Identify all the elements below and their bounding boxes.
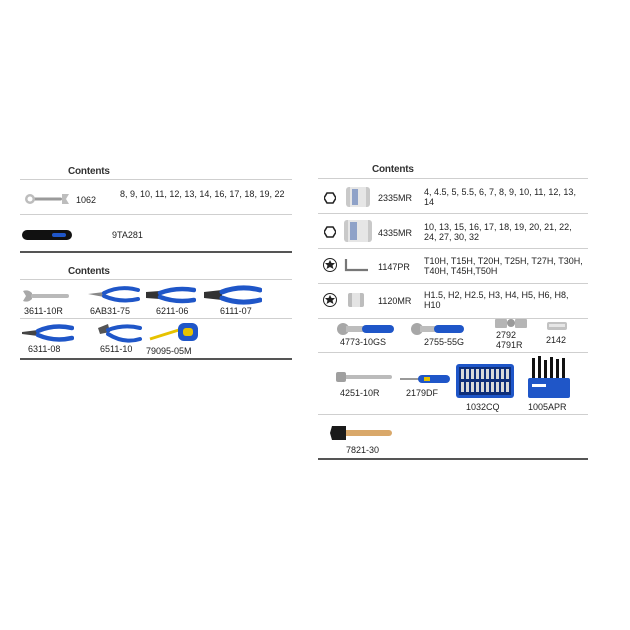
torx-star-icon: [323, 293, 337, 307]
tool-code-2335mr: 2335MR: [378, 193, 413, 203]
tool-code-4335mr: 4335MR: [378, 228, 413, 238]
row-divider: [318, 414, 588, 415]
tool-code-7821-30: 7821-30: [346, 445, 380, 455]
punch-chisel-set-icon: [528, 356, 572, 400]
left-top-divider: [20, 179, 292, 180]
tool-code-2792: 2792: [496, 330, 517, 340]
wire-stripper-icon: [86, 285, 140, 305]
tool-sizes-4335mr: 10, 13, 15, 16, 17, 18, 19, 20, 21, 22, 24, 27, 30, 32: [424, 222, 572, 242]
tool-code-6511-10: 6511-10: [100, 344, 133, 354]
tool-code-2755-55g: 2755-55G: [424, 337, 465, 347]
tool-code-1005apr: 1005APR: [528, 402, 567, 412]
row-divider: [318, 283, 588, 284]
water-pump-pliers-icon: [96, 322, 142, 344]
diagonal-cutter-icon: [146, 286, 196, 304]
row-divider: [318, 213, 588, 214]
universal-joint-icon: [494, 316, 528, 330]
left-bottom-divider: [20, 279, 292, 280]
adjustable-wrench-icon: [22, 289, 70, 303]
tool-code-6211-06: 6211-06: [156, 306, 189, 316]
torx-key-icon: [344, 258, 370, 272]
tool-sizes-1062: 8, 9, 10, 11, 12, 13, 14, 16, 17, 18, 19, 22: [120, 189, 285, 199]
bit-holder-screwdriver-icon: [400, 374, 452, 384]
combination-wrench-icon: [24, 193, 70, 205]
row-divider: [318, 248, 588, 249]
tool-code-2179df: 2179DF: [406, 388, 439, 398]
tool-code-9ta281: 9TA281: [112, 230, 143, 240]
right-header: Contents: [372, 164, 414, 175]
hex-socket-large-icon: [342, 218, 374, 244]
hexagon-icon: [324, 192, 336, 204]
row-divider: [318, 352, 588, 353]
row-divider: [20, 214, 292, 215]
hexagon-icon: [324, 226, 336, 238]
row-divider: [20, 318, 292, 319]
tool-code-1147pr: 1147PR: [378, 262, 410, 272]
left-top-bottom-rule: [20, 251, 292, 253]
tool-code-1062: 1062: [76, 195, 97, 205]
hammer-icon: [330, 422, 394, 444]
extension-bar-short-icon: [546, 320, 568, 332]
tool-code-6111-07: 6111-07: [220, 306, 252, 316]
tool-code-2142: 2142: [546, 335, 567, 345]
tool-code-1032cq: 1032CQ: [466, 402, 500, 412]
row-divider: [318, 318, 588, 319]
right-bottom-rule: [318, 458, 588, 460]
tool-code-79095-05m: 79095-05M: [146, 346, 192, 356]
tool-code-4773-10gs: 4773-10GS: [340, 337, 387, 347]
right-divider: [318, 178, 588, 179]
left-bottom-rule: [20, 358, 292, 360]
tool-code-6311-08: 6311-08: [28, 344, 61, 354]
tool-code-1120mr: 1120MR: [378, 296, 412, 306]
left-bottom-header: Contents: [68, 266, 110, 277]
tool-sizes-1147pr: T10H, T15H, T20H, T25H, T27H, T30H, T40H, T45H,T50H: [424, 256, 583, 276]
ratchet-handle-icon: [22, 229, 74, 241]
tool-sizes-2335mr: 4, 4.5, 5, 5.5, 6, 7, 8, 9, 10, 11, 12, 13, 14: [424, 187, 576, 207]
sliding-t-bar-icon: [336, 370, 394, 384]
hex-socket-small-icon: [344, 185, 372, 209]
tool-code-4251-10r: 4251-10R: [340, 388, 380, 398]
ratchet-small-icon: [410, 322, 466, 336]
tape-measure-icon: [148, 321, 200, 343]
tool-sizes-1120mr: H1.5, H2, H2.5, H3, H4, H5, H6, H8, H10: [424, 290, 569, 310]
left-top-header: Contents: [68, 166, 110, 177]
combination-pliers-icon: [204, 285, 262, 305]
tool-code-3611-10r: 3611-10R: [24, 306, 63, 316]
long-nose-pliers-icon: [22, 324, 74, 342]
tool-code-6ab31-75: 6AB31-75: [90, 306, 131, 316]
torx-star-icon: [323, 258, 337, 272]
bit-set-case-icon: [456, 364, 514, 398]
ratchet-icon: [336, 322, 396, 336]
tool-code-4791r: 4791R: [496, 340, 523, 350]
hex-bit-icon: [346, 291, 366, 309]
